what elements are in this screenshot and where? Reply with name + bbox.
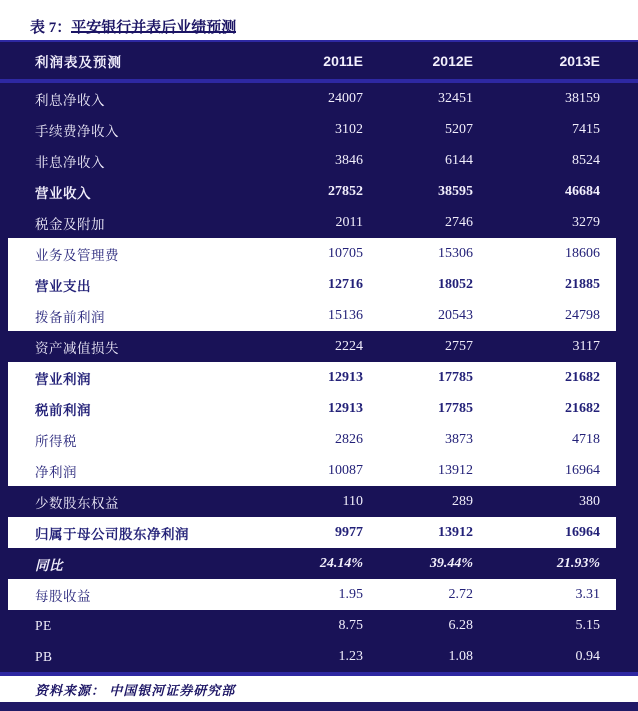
row-value: 17785 [438, 400, 473, 416]
row-value: 16964 [565, 462, 600, 478]
row-value: 2224 [335, 338, 363, 354]
row-value: 3117 [572, 338, 600, 354]
row-value: 21682 [565, 369, 600, 385]
row-value: 12913 [328, 400, 363, 416]
row-value: 110 [342, 493, 363, 509]
source-note [0, 676, 638, 702]
row-value: 2746 [445, 214, 473, 230]
row-value: 3102 [335, 121, 363, 137]
table-row [8, 579, 616, 610]
row-value: 380 [579, 493, 600, 509]
row-value: 0.94 [575, 648, 600, 664]
row-value: 17785 [438, 369, 473, 385]
row-value: 24007 [328, 90, 363, 106]
row-value: 21682 [565, 400, 600, 416]
table-row [0, 486, 638, 517]
row-label: 税金及附加 [35, 216, 105, 232]
row-value: 38595 [438, 183, 473, 199]
row-label: PE [35, 617, 52, 633]
row-value: 27852 [328, 183, 363, 199]
table-row [0, 641, 638, 672]
row-value: 5207 [445, 121, 473, 137]
row-value: 2011 [335, 214, 363, 230]
row-label: 业务及管理费 [35, 247, 119, 263]
table-row [0, 83, 638, 114]
table-row [0, 114, 638, 145]
row-value: 8.75 [338, 617, 363, 633]
row-label: 少数股东权益 [35, 495, 119, 511]
table-row [0, 207, 638, 238]
row-value: 1.23 [338, 648, 363, 664]
table-row [8, 393, 616, 424]
row-label: 同比 [35, 557, 63, 573]
row-value: 10087 [328, 462, 363, 478]
row-value: 3.31 [575, 586, 600, 602]
row-value: 20543 [438, 307, 473, 323]
table-row [0, 331, 638, 362]
table-row [8, 238, 616, 269]
bottom-band [0, 702, 638, 711]
row-label: 税前利润 [35, 402, 91, 418]
row-value: 13912 [438, 462, 473, 478]
source-note-text: 资料来源： 中国银河证券研究部 [35, 682, 236, 698]
table-header-row [0, 42, 638, 79]
row-value: 2.72 [448, 586, 473, 602]
row-value: 3846 [335, 152, 363, 168]
table-body [0, 83, 638, 672]
row-value: 13912 [438, 524, 473, 540]
row-value: 289 [452, 493, 473, 509]
header-col-2012e: 2012E [432, 52, 473, 69]
row-label: 每股收益 [35, 588, 91, 604]
row-label: 所得税 [35, 433, 77, 449]
row-value: 38159 [565, 90, 600, 106]
row-value: 3279 [572, 214, 600, 230]
row-label: 手续费净收入 [35, 123, 119, 139]
row-value: 10705 [328, 245, 363, 261]
row-value: 12716 [328, 276, 363, 292]
row-value: 24.14% [319, 555, 363, 571]
row-label: 利息净收入 [35, 92, 105, 108]
table-title-text: 平安银行并表后业绩预测 [71, 20, 237, 36]
row-value: 9977 [335, 524, 363, 540]
header-col-2013e: 2013E [559, 52, 600, 69]
row-value: 1.95 [338, 586, 363, 602]
header-col-2011e: 2011E [323, 52, 363, 69]
row-value: 16964 [565, 524, 600, 540]
table-row [0, 145, 638, 176]
row-value: 21885 [565, 276, 600, 292]
row-label: 非息净收入 [35, 154, 105, 170]
row-value: 21.93% [556, 555, 600, 571]
table-row [0, 548, 638, 579]
row-value: 6.28 [448, 617, 473, 633]
table-title-prefix: 表 7： [30, 20, 72, 36]
row-value: 8524 [572, 152, 600, 168]
table-row [8, 269, 616, 300]
row-label: 营业利润 [35, 371, 91, 387]
row-value: 2757 [445, 338, 473, 354]
table-row [8, 455, 616, 486]
row-value: 1.08 [448, 648, 473, 664]
row-value: 6144 [445, 152, 473, 168]
table-row [0, 610, 638, 641]
table-row [8, 517, 616, 548]
row-label: 营业支出 [35, 278, 91, 294]
row-value: 3873 [445, 431, 473, 447]
row-value: 15306 [438, 245, 473, 261]
table-row [8, 300, 616, 331]
row-value: 46684 [565, 183, 600, 199]
row-value: 2826 [335, 431, 363, 447]
table-title [0, 0, 638, 40]
row-value: 24798 [565, 307, 600, 323]
row-label: 营业收入 [35, 185, 91, 201]
row-value: 4718 [572, 431, 600, 447]
row-value: 12913 [328, 369, 363, 385]
row-label: 拨备前利润 [35, 309, 105, 325]
row-label: 净利润 [35, 464, 77, 480]
row-value: 39.44% [429, 555, 473, 571]
row-label: 资产减值损失 [35, 340, 119, 356]
row-value: 5.15 [575, 617, 600, 633]
header-label: 利润表及预测 [35, 54, 122, 70]
table-row [8, 424, 616, 455]
table-row [0, 176, 638, 207]
row-value: 7415 [572, 121, 600, 137]
row-label: PB [35, 648, 53, 664]
row-value: 32451 [438, 90, 473, 106]
row-label: 归属于母公司股东净利润 [35, 526, 189, 542]
row-value: 18606 [565, 245, 600, 261]
row-value: 15136 [328, 307, 363, 323]
row-value: 18052 [438, 276, 473, 292]
table-row [8, 362, 616, 393]
